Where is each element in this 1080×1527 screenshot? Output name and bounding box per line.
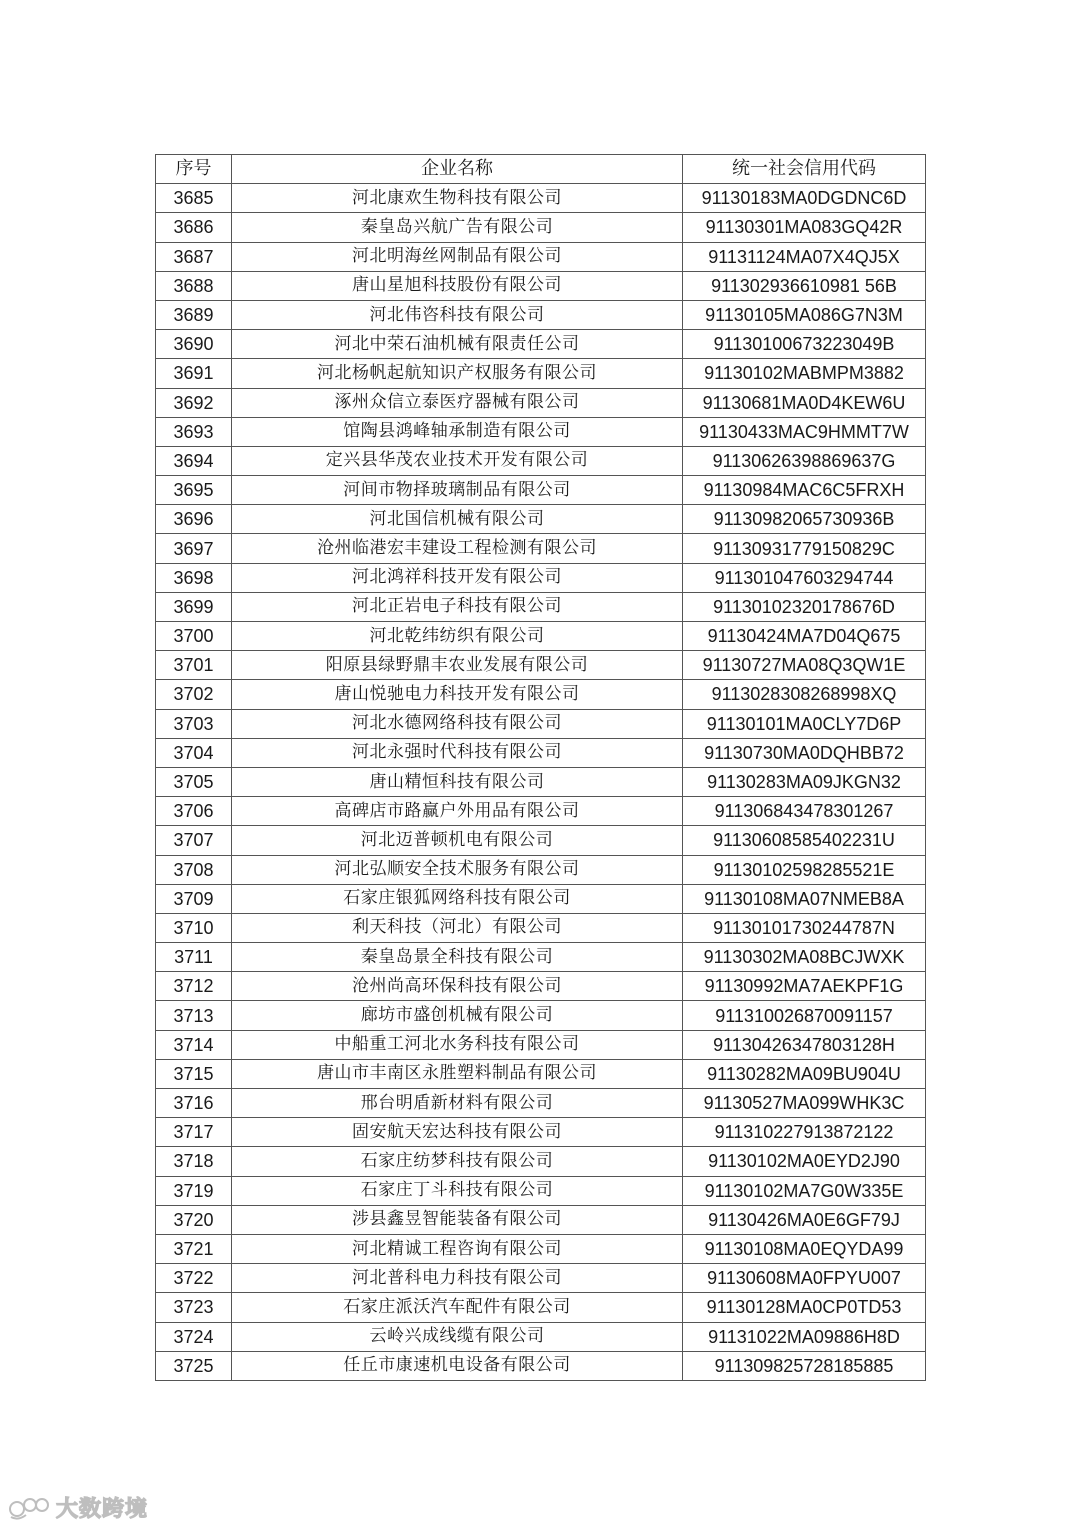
credit-code-cell: 91130128MA0CP0TD53 — [683, 1293, 926, 1322]
company-name-cell: 云岭兴成线缆有限公司 — [232, 1322, 683, 1351]
table-row — [156, 913, 926, 942]
credit-code-cell: 91130102320178676D — [683, 592, 926, 621]
credit-code-cell: 91130527MA099WHK3C — [683, 1089, 926, 1118]
table-row — [156, 184, 926, 213]
seq-cell: 3707 — [156, 826, 232, 855]
seq-cell: 3703 — [156, 709, 232, 738]
credit-code-cell: 91130608585402231U — [683, 826, 926, 855]
credit-code-cell: 91130101730244787N — [683, 913, 926, 942]
header-row — [156, 155, 926, 184]
credit-code-cell: 911310026870091157 — [683, 1001, 926, 1030]
seq-cell: 3698 — [156, 563, 232, 592]
seq-cell: 3714 — [156, 1030, 232, 1059]
company-name-cell: 河北迈普顿机电有限公司 — [232, 826, 683, 855]
table-row — [156, 709, 926, 738]
credit-code-cell: 91130102MA0EYD2J90 — [683, 1147, 926, 1176]
seq-cell: 3708 — [156, 855, 232, 884]
seq-cell: 3689 — [156, 300, 232, 329]
seq-cell: 3690 — [156, 330, 232, 359]
seq-cell: 3696 — [156, 505, 232, 534]
credit-code-cell: 91130108MA0EQYDA99 — [683, 1234, 926, 1263]
company-name-cell: 秦皇岛景全科技有限公司 — [232, 943, 683, 972]
table-header — [156, 155, 926, 184]
company-name-cell: 秦皇岛兴航广告有限公司 — [232, 213, 683, 242]
credit-code-cell: 911309825728185885 — [683, 1351, 926, 1380]
company-name-cell: 廊坊市盛创机械有限公司 — [232, 1001, 683, 1030]
credit-code-cell: 91130108MA07NMEB8A — [683, 884, 926, 913]
seq-cell: 3725 — [156, 1351, 232, 1380]
table-row — [156, 826, 926, 855]
seq-cell: 3685 — [156, 184, 232, 213]
credit-code-cell: 91130424MA7D04Q675 — [683, 622, 926, 651]
company-name-cell: 河北乾纬纺织有限公司 — [232, 622, 683, 651]
company-name-cell: 河北水德网络科技有限公司 — [232, 709, 683, 738]
credit-code-cell: 91130982065730936B — [683, 505, 926, 534]
watermark — [8, 1492, 148, 1523]
table-row — [156, 505, 926, 534]
seq-cell: 3695 — [156, 476, 232, 505]
company-name-cell: 高碑店市路赢户外用品有限公司 — [232, 797, 683, 826]
credit-code-cell: 91130608MA0FPYU007 — [683, 1264, 926, 1293]
company-name-cell: 任丘市康速机电设备有限公司 — [232, 1351, 683, 1380]
company-name-cell: 河北正岩电子科技有限公司 — [232, 592, 683, 621]
credit-code-cell: 91130183MA0DGDNC6D — [683, 184, 926, 213]
table-row — [156, 738, 926, 767]
company-name-cell: 河北明海丝网制品有限公司 — [232, 242, 683, 271]
company-name-cell: 唐山市丰南区永胜塑料制品有限公司 — [232, 1059, 683, 1088]
company-name-cell: 唐山悦驰电力科技开发有限公司 — [232, 680, 683, 709]
seq-cell: 3717 — [156, 1118, 232, 1147]
credit-code-cell: 91130105MA086G7N3M — [683, 300, 926, 329]
company-name-cell: 沧州尚高环保科技有限公司 — [232, 972, 683, 1001]
seq-cell: 3700 — [156, 622, 232, 651]
credit-code-cell: 91130626398869637G — [683, 446, 926, 475]
table-row — [156, 446, 926, 475]
table-row — [156, 1351, 926, 1380]
company-name-cell: 石家庄纺梦科技有限公司 — [232, 1147, 683, 1176]
seq-cell: 3686 — [156, 213, 232, 242]
seq-cell: 3702 — [156, 680, 232, 709]
table-row — [156, 651, 926, 680]
credit-code-cell: 91130100673223049B — [683, 330, 926, 359]
company-name-cell: 涉县鑫昱智能装备有限公司 — [232, 1205, 683, 1234]
table-row — [156, 1322, 926, 1351]
table-row — [156, 592, 926, 621]
company-name-cell: 邢台明盾新材料有限公司 — [232, 1089, 683, 1118]
table-row — [156, 855, 926, 884]
table-row — [156, 330, 926, 359]
seq-cell: 3705 — [156, 767, 232, 796]
seq-cell: 3706 — [156, 797, 232, 826]
seq-cell: 3724 — [156, 1322, 232, 1351]
table-row — [156, 476, 926, 505]
company-name-cell: 河北伟咨科技有限公司 — [232, 300, 683, 329]
credit-code-cell: 91130301MA083GQ42R — [683, 213, 926, 242]
table-row — [156, 884, 926, 913]
credit-code-cell: 91130727MA08Q3QW1E — [683, 651, 926, 680]
table-row — [156, 563, 926, 592]
table-row — [156, 213, 926, 242]
seq-cell: 3693 — [156, 417, 232, 446]
company-name-cell: 馆陶县鸿峰轴承制造有限公司 — [232, 417, 683, 446]
credit-code-cell: 91130426347803128H — [683, 1030, 926, 1059]
seq-cell: 3713 — [156, 1001, 232, 1030]
credit-code-cell: 91130302MA08BCJWXK — [683, 943, 926, 972]
company-name-cell: 河北普科电力科技有限公司 — [232, 1264, 683, 1293]
table-row — [156, 1293, 926, 1322]
credit-code-cell: 91131022MA09886H8D — [683, 1322, 926, 1351]
table-row — [156, 1264, 926, 1293]
seq-cell: 3688 — [156, 271, 232, 300]
company-name-cell: 石家庄银狐网络科技有限公司 — [232, 884, 683, 913]
company-name-cell: 河北国信机械有限公司 — [232, 505, 683, 534]
table-row — [156, 242, 926, 271]
credit-code-cell: 91130426MA0E6GF79J — [683, 1205, 926, 1234]
credit-code-cell: 91130101MA0CLY7D6P — [683, 709, 926, 738]
company-name-cell: 阳原县绿野鼎丰农业发展有限公司 — [232, 651, 683, 680]
table-row — [156, 271, 926, 300]
header-credit-code: 统一社会信用代码 — [683, 155, 926, 184]
company-name-cell: 河北永强时代科技有限公司 — [232, 738, 683, 767]
company-name-cell: 河北鸿祥科技开发有限公司 — [232, 563, 683, 592]
credit-code-cell: 91130283MA09JKGN32 — [683, 767, 926, 796]
table-row — [156, 797, 926, 826]
company-list-table — [155, 154, 926, 1381]
table-row — [156, 1234, 926, 1263]
company-name-cell: 定兴县华茂农业技术开发有限公司 — [232, 446, 683, 475]
table-row — [156, 943, 926, 972]
seq-cell: 3710 — [156, 913, 232, 942]
credit-code-cell: 911301047603294744 — [683, 563, 926, 592]
company-name-cell: 河北杨帆起航知识产权服务有限公司 — [232, 359, 683, 388]
credit-code-cell: 91130730MA0DQHBB72 — [683, 738, 926, 767]
table-row — [156, 388, 926, 417]
credit-code-cell: 911302936610981 56B — [683, 271, 926, 300]
seq-cell: 3723 — [156, 1293, 232, 1322]
table-row — [156, 1147, 926, 1176]
credit-code-cell: 91130984MAC6C5FRXH — [683, 476, 926, 505]
table-row — [156, 1089, 926, 1118]
credit-code-cell: 91130992MA7AEKPF1G — [683, 972, 926, 1001]
company-name-cell: 利天科技（河北）有限公司 — [232, 913, 683, 942]
company-name-cell: 河北精诚工程咨询有限公司 — [232, 1234, 683, 1263]
seq-cell: 3694 — [156, 446, 232, 475]
seq-cell: 3709 — [156, 884, 232, 913]
seq-cell: 3712 — [156, 972, 232, 1001]
seq-cell: 3716 — [156, 1089, 232, 1118]
seq-cell: 3691 — [156, 359, 232, 388]
table-row — [156, 1030, 926, 1059]
seq-cell: 3719 — [156, 1176, 232, 1205]
credit-code-cell: 91130102MA7G0W335E — [683, 1176, 926, 1205]
table-row — [156, 972, 926, 1001]
credit-code-cell: 9113028308268998XQ — [683, 680, 926, 709]
table-row — [156, 767, 926, 796]
seq-cell: 3699 — [156, 592, 232, 621]
seq-cell: 3715 — [156, 1059, 232, 1088]
dashuju-logo-icon — [8, 1495, 52, 1521]
company-name-cell: 中船重工河北水务科技有限公司 — [232, 1030, 683, 1059]
credit-code-cell: 91130102MABMPM3882 — [683, 359, 926, 388]
credit-code-cell: 91130102598285521E — [683, 855, 926, 884]
table-row — [156, 534, 926, 563]
company-name-cell: 河北康欢生物科技有限公司 — [232, 184, 683, 213]
table-row — [156, 1176, 926, 1205]
table-body — [156, 184, 926, 1381]
company-name-cell: 唐山星旭科技股份有限公司 — [232, 271, 683, 300]
credit-code-cell: 91131124MA07X4QJ5X — [683, 242, 926, 271]
seq-cell: 3687 — [156, 242, 232, 271]
seq-cell: 3697 — [156, 534, 232, 563]
company-name-cell: 石家庄派沃汽车配件有限公司 — [232, 1293, 683, 1322]
company-name-cell: 唐山精恒科技有限公司 — [232, 767, 683, 796]
seq-cell: 3711 — [156, 943, 232, 972]
seq-cell: 3721 — [156, 1234, 232, 1263]
credit-code-cell: 911306843478301267 — [683, 797, 926, 826]
table-row — [156, 1205, 926, 1234]
table-row — [156, 1118, 926, 1147]
company-name-cell: 河间市物择玻璃制品有限公司 — [232, 476, 683, 505]
company-name-cell: 固安航天宏达科技有限公司 — [232, 1118, 683, 1147]
table-row — [156, 622, 926, 651]
table-row — [156, 1059, 926, 1088]
table-row — [156, 417, 926, 446]
seq-cell: 3722 — [156, 1264, 232, 1293]
watermark-text: 大数跨境 — [56, 1497, 149, 1522]
seq-cell: 3701 — [156, 651, 232, 680]
header-seq: 序号 — [156, 155, 232, 184]
company-name-cell: 石家庄丁斗科技有限公司 — [232, 1176, 683, 1205]
company-name-cell: 河北中荣石油机械有限责任公司 — [232, 330, 683, 359]
seq-cell: 3704 — [156, 738, 232, 767]
table-row — [156, 300, 926, 329]
company-name-cell: 涿州众信立泰医疗器械有限公司 — [232, 388, 683, 417]
credit-code-cell: 91130433MAC9HMMT7W — [683, 417, 926, 446]
credit-code-cell: 91130931779150829C — [683, 534, 926, 563]
header-company-name: 企业名称 — [232, 155, 683, 184]
company-name-cell: 沧州临港宏丰建设工程检测有限公司 — [232, 534, 683, 563]
table-row — [156, 680, 926, 709]
table-row — [156, 359, 926, 388]
seq-cell: 3720 — [156, 1205, 232, 1234]
seq-cell: 3692 — [156, 388, 232, 417]
company-name-cell: 河北弘顺安全技术服务有限公司 — [232, 855, 683, 884]
credit-code-cell: 91130282MA09BU904U — [683, 1059, 926, 1088]
credit-code-cell: 911310227913872122 — [683, 1118, 926, 1147]
credit-code-cell: 91130681MA0D4KEW6U — [683, 388, 926, 417]
table-row — [156, 1001, 926, 1030]
seq-cell: 3718 — [156, 1147, 232, 1176]
